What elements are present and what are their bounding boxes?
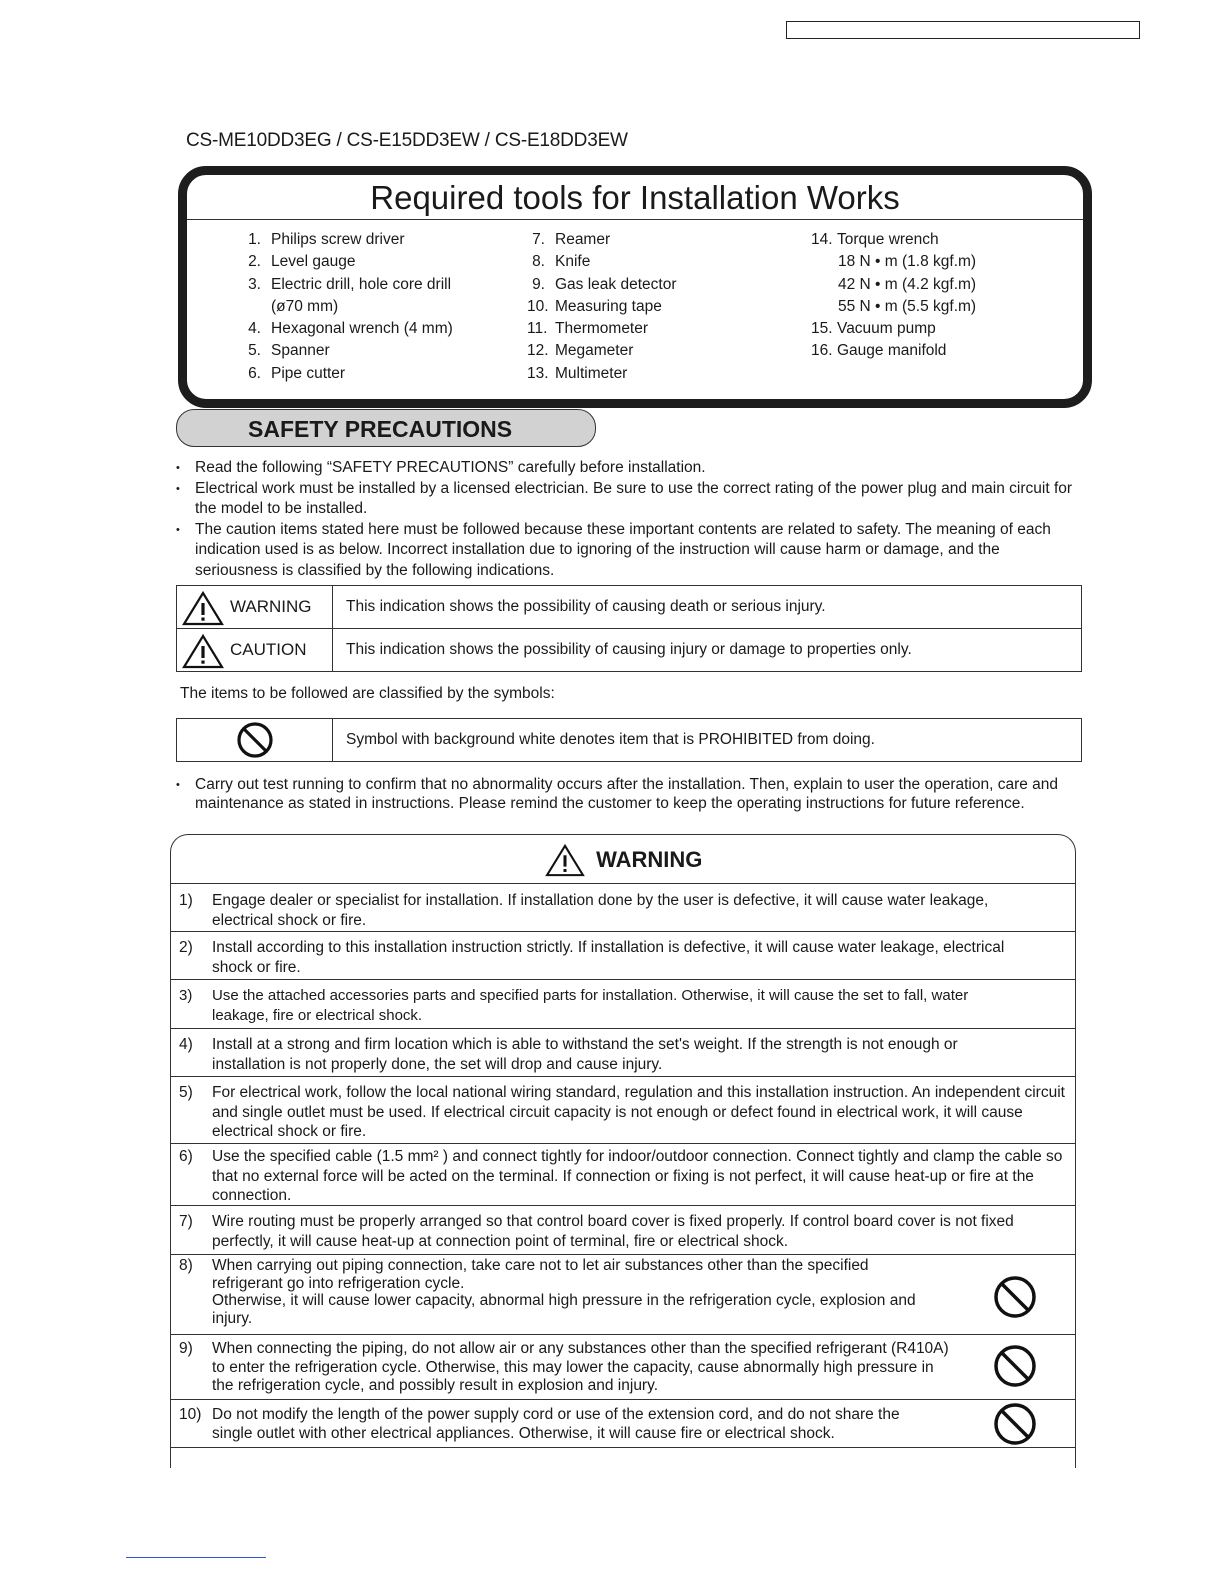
warning-item-10: 10) Do not modify the length of the power supply cord or use of the extension cord, and do not share the single outlet with other electrical appliances. Otherwise, it will cause fire or electrical shock. (171, 1399, 1075, 1448)
required-tools-panel (178, 166, 1092, 408)
tool-item-detail: 55 N • m (5.5 kgf.m) (838, 297, 977, 315)
symbols-caption: The items to be followed are classified by the symbols: (180, 685, 555, 702)
warning-item-3: 3) Use the attached accessories parts and specified parts for installation. Otherwise, it will cause the set to fall, water leakage, fire or electrical shock. (171, 979, 1075, 1028)
tool-item-detail: 18 N • m (1.8 kgf.m) (838, 253, 977, 271)
caution-triangle-icon (181, 633, 225, 669)
footer-link-rule (126, 1557, 266, 1558)
caution-description: This indication shows the possibility of causing injury or damage to properties only. (333, 629, 1082, 672)
symbol-cell (177, 719, 333, 762)
prohibited-description: Symbol with background white denotes item that is PROHIBITED from doing. (333, 719, 1082, 762)
tool-item: 2. Level gauge (248, 253, 356, 271)
test-run-note (176, 776, 1086, 813)
safety-header-label: SAFETY PRECAUTIONS (248, 416, 513, 442)
warning-item-9: 9) When connecting the piping, do not allow air or any substances other than the specified refrigerant (R410A) to enter the refrigeration cycle. Otherwise, this may lower the capacity, cause abnormally high pressure in the refrigeration cycle, and possibly result in explosion and injury. (171, 1334, 1075, 1399)
tool-item: 10. Measuring tape (527, 297, 662, 315)
tool-item-detail: 42 N • m (4.2 kgf.m) (838, 275, 977, 293)
tool-item: 12. Megameter (527, 342, 634, 360)
tool-item: 13. Multimeter (527, 364, 628, 382)
symbol-table (176, 718, 1082, 762)
tools-column-3 (811, 229, 976, 363)
tools-divider (187, 219, 1083, 220)
tool-item: 4. Hexagonal wrench (4 mm) (248, 320, 453, 338)
warning-label-cell (177, 586, 333, 629)
tool-item: 11. Thermometer (527, 320, 649, 338)
safety-intro-list (176, 458, 1086, 581)
tool-item: 16. Gauge manifold (811, 342, 947, 360)
tool-item: 14. Torque wrench (811, 231, 939, 248)
list-item: • The caution items stated here must be followed because these important contents are related to safety. The meaning of each indication used is as below. Incorrect installation due to ignoring of the instruction will cause harm or damage, and the seriousness is classified by the following indications. (176, 520, 1086, 582)
list-item: • Read the following “SAFETY PRECAUTIONS” carefully before installation. (176, 458, 1086, 479)
tools-title: Required tools for Installation Works (370, 179, 900, 216)
warning-triangle-icon (544, 843, 586, 877)
severity-table (176, 585, 1082, 672)
tools-column-2 (527, 229, 676, 385)
tool-item: 9. Gas leak detector (532, 275, 677, 293)
warning-item-6: 6) Use the specified cable (1.5 mm² ) and connect tightly for indoor/outdoor connection. Connect tightly and clamp the cable so that no external force will be acted on the terminal. If connection or fixing is not perfect, it will cause heat-up or fire at the connection. (171, 1143, 1075, 1206)
caution-label: CAUTION (230, 640, 307, 659)
warning-section-title (171, 843, 1075, 883)
warning-item-5: 5) For electrical work, follow the local national wiring standard, regulation and this installation instruction. An independent circuit and single outlet must be used. If electrical circuit capacity is not enough or defect found in electrical work, it will cause electrical shock or fire. (171, 1076, 1075, 1143)
prohibited-icon (236, 721, 274, 759)
warning-item-2: 2) Install according to this installation instruction strictly. If installation is defective, it will cause water leakage, electrical shock or fire. (171, 931, 1075, 979)
caution-label-cell (177, 629, 333, 672)
warning-item-continuation (171, 1447, 1075, 1468)
warning-item-8: 8) When carrying out piping connection, take care not to let air substances other than the specified refrigerant go into refrigeration cycle. Otherwise, it will cause lower capacity, abnormal high pressure in the refrigeration cycle, explosion and injury. (171, 1254, 1075, 1335)
tool-item-detail: (ø70 mm) (271, 297, 339, 315)
warning-label: WARNING (230, 597, 312, 616)
safety-precautions-header (176, 409, 596, 447)
list-item: • Electrical work must be installed by a licensed electrician. Be sure to use the correct rating of the power plug and main circuit for the model to be installed. (176, 479, 1086, 520)
warning-description: This indication shows the possibility of causing death or serious injury. (333, 586, 1082, 629)
table-row (177, 719, 1082, 762)
prohibited-icon (993, 1402, 1037, 1446)
warning-section-label: WARNING (596, 847, 703, 872)
model-numbers: CS-ME10DD3EG / CS-E15DD3EW / CS-E18DD3EW (186, 130, 628, 151)
tool-item: 6. Pipe cutter (248, 364, 346, 382)
warning-item-7: 7) Wire routing must be properly arranged so that control board cover is fixed properly. If control board cover is not fixed perfectly, it will cause heat-up at connection point of terminal, fire or electrical shock. (171, 1205, 1075, 1254)
tool-item: 3. Electric drill, hole core drill (248, 275, 452, 293)
warning-item-4: 4) Install at a strong and firm location which is able to withstand the set's weight. If the strength is not enough or installation is not properly done, the set will drop and cause injury. (171, 1028, 1075, 1077)
tool-item: 8. Knife (532, 253, 591, 271)
warning-section (170, 834, 1076, 1468)
tool-item: 15. Vacuum pump (811, 320, 936, 338)
tool-item: 7. Reamer (532, 231, 611, 248)
table-row (177, 629, 1082, 672)
tool-item: 5. Spanner (248, 342, 330, 360)
table-row (177, 586, 1082, 629)
prohibited-icon (993, 1344, 1037, 1388)
prohibited-icon (993, 1275, 1037, 1319)
tools-column-1 (243, 229, 453, 385)
tool-item: 1. Philips screw driver (248, 231, 405, 248)
header-frame (786, 21, 1140, 39)
warning-triangle-icon (181, 590, 225, 626)
list-item: • Carry out test running to confirm that no abnormality occurs after the installation. Then, explain to user the operation, care and maintenance as stated in instructions. Please remind the customer to keep the operating instructions for future reference. (176, 776, 1086, 813)
warning-item-1: 1) Engage dealer or specialist for installation. If installation done by the user is defective, it will cause water leakage, electrical shock or fire. (171, 883, 1075, 931)
